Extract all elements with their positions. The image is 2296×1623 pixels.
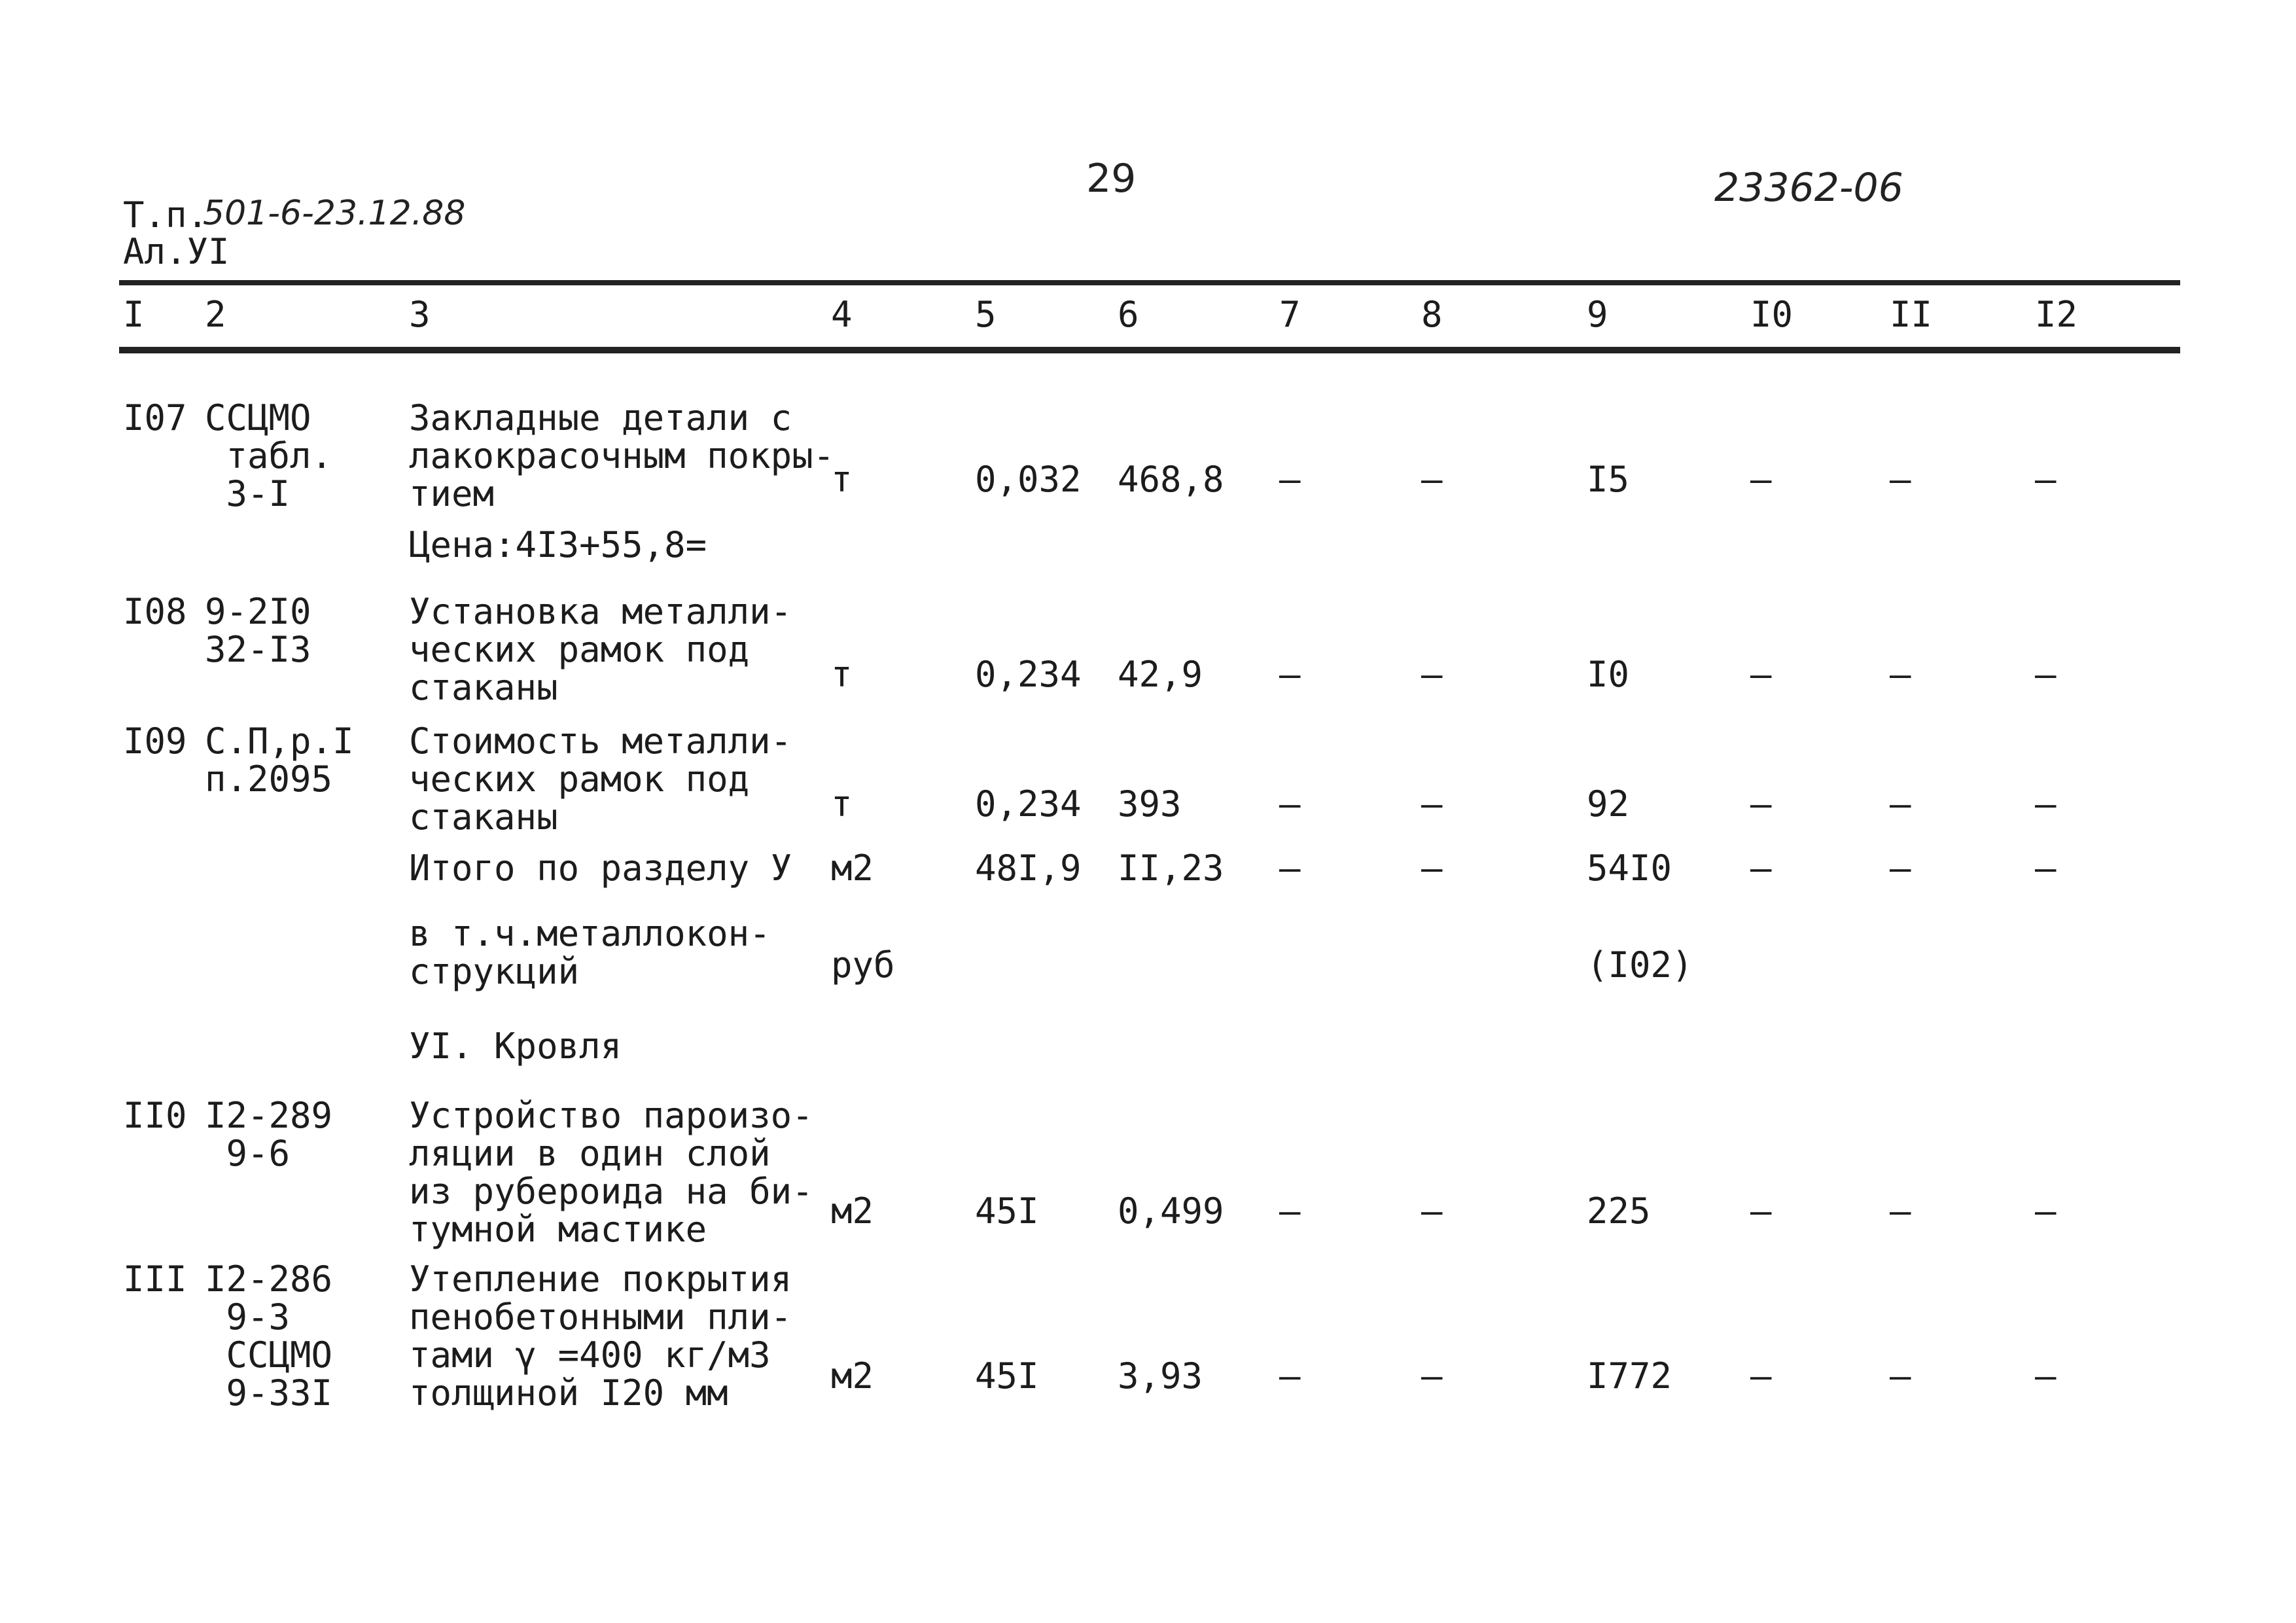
row-col12: – xyxy=(2035,1355,2057,1397)
row-col8: – xyxy=(1421,847,1443,889)
tp-prefix: Т.п. xyxy=(123,194,209,236)
subtotal-detail-label: в т.ч.металлокон- струкций xyxy=(409,913,771,992)
col-header-6: 6 xyxy=(1118,294,1139,335)
col-header-12: I2 xyxy=(2035,294,2078,335)
row-col8: – xyxy=(1421,1355,1443,1397)
row-description: Установка металли- ческих рамок под стаканы xyxy=(409,591,792,708)
row-unit: м2 xyxy=(831,1190,874,1232)
row-col12: – xyxy=(2035,847,2057,889)
row-description: Стоимость металли- ческих рамок под стаканы xyxy=(409,721,792,838)
row-unit: т xyxy=(831,783,853,825)
row-col11: – xyxy=(1890,459,1911,500)
row-number: I08 xyxy=(123,591,187,632)
row-price: 42,9 xyxy=(1118,654,1203,695)
col-header-10: I0 xyxy=(1750,294,1793,335)
row-col9: I772 xyxy=(1587,1355,1672,1397)
row-col9: 225 xyxy=(1587,1190,1651,1232)
row-quantity: 0,234 xyxy=(975,783,1082,825)
row-col11: – xyxy=(1890,847,1911,889)
col-header-3: 3 xyxy=(409,294,431,335)
row-col12: – xyxy=(2035,654,2057,695)
row-col12: – xyxy=(2035,1190,2057,1232)
row-col7: – xyxy=(1279,1355,1301,1397)
row-col10: – xyxy=(1750,783,1772,825)
row-code: 9-2I0 32-I3 xyxy=(205,591,311,670)
row-col11: – xyxy=(1890,1190,1911,1232)
page-number: 29 xyxy=(1086,156,1137,202)
row-code: I2-289 9-6 xyxy=(205,1095,333,1174)
album-label: Ал.УI xyxy=(123,231,230,272)
row-col7: – xyxy=(1279,1190,1301,1232)
row-code: I2-286 9-3 ССЦМО 9-33I xyxy=(205,1258,333,1414)
row-price: 468,8 xyxy=(1118,459,1224,500)
row-description: Закладные детали с лакокрасочным покры- тием xyxy=(409,397,835,514)
row-unit: т xyxy=(831,459,853,500)
row-col9: 54I0 xyxy=(1587,847,1672,889)
section-heading: УI. Кровля xyxy=(409,1026,622,1067)
row-code: С.П,р.I п.2095 xyxy=(205,721,354,800)
row-number: I09 xyxy=(123,721,187,762)
row-unit: руб xyxy=(831,944,895,986)
row-col7: – xyxy=(1279,847,1301,889)
row-col11: – xyxy=(1890,654,1911,695)
row-col10: – xyxy=(1750,654,1772,695)
row-col11: – xyxy=(1890,1355,1911,1397)
row-col7: – xyxy=(1279,654,1301,695)
row-quantity: 0,032 xyxy=(975,459,1082,500)
row-col8: – xyxy=(1421,459,1443,500)
subtotal-label: Итого по разделу У xyxy=(409,847,792,889)
row-price: 3,93 xyxy=(1118,1355,1203,1397)
col-header-1: I xyxy=(123,294,145,335)
doc-code: 23362-06 xyxy=(1714,165,1903,211)
row-price: II,23 xyxy=(1118,847,1224,889)
price-note: Цена:4I3+55,8= xyxy=(409,524,707,565)
row-unit: м2 xyxy=(831,847,874,889)
row-col12: – xyxy=(2035,459,2057,500)
col-header-5: 5 xyxy=(975,294,997,335)
row-col7: – xyxy=(1279,459,1301,500)
row-unit: м2 xyxy=(831,1355,874,1397)
col-header-9: 9 xyxy=(1587,294,1608,335)
header-top-rule xyxy=(119,280,2180,285)
row-col7: – xyxy=(1279,783,1301,825)
row-quantity: 0,234 xyxy=(975,654,1082,695)
row-price: 393 xyxy=(1118,783,1182,825)
row-col8: – xyxy=(1421,1190,1443,1232)
row-col8: – xyxy=(1421,783,1443,825)
row-price: 0,499 xyxy=(1118,1190,1224,1232)
row-number: II0 xyxy=(123,1095,187,1136)
row-description: Утепление покрытия пенобетонными пли- тами γ =400 кг/м3 толщиной I20 мм xyxy=(409,1258,792,1414)
row-description: Устройство пароизо- ляции в один слой из рубероида на би- тумной мастике xyxy=(409,1095,813,1250)
row-col10: – xyxy=(1750,847,1772,889)
col-header-8: 8 xyxy=(1421,294,1443,335)
row-col9: I0 xyxy=(1587,654,1630,695)
row-code: ССЦМО табл. 3-I xyxy=(205,397,333,514)
row-unit: т xyxy=(831,654,853,695)
tp-number: 501-6-23.12.88 xyxy=(203,194,466,233)
row-quantity: 48I,9 xyxy=(975,847,1082,889)
header-bottom-rule xyxy=(119,347,2180,353)
row-number: III xyxy=(123,1258,187,1300)
row-col10: – xyxy=(1750,459,1772,500)
row-col9: 92 xyxy=(1587,783,1630,825)
col-header-7: 7 xyxy=(1279,294,1301,335)
col-header-2: 2 xyxy=(205,294,226,335)
col-header-4: 4 xyxy=(831,294,853,335)
row-col9: (I02) xyxy=(1587,944,1693,986)
row-quantity: 45I xyxy=(975,1190,1039,1232)
row-col11: – xyxy=(1890,783,1911,825)
row-col10: – xyxy=(1750,1355,1772,1397)
row-col9: I5 xyxy=(1587,459,1630,500)
row-col10: – xyxy=(1750,1190,1772,1232)
row-col12: – xyxy=(2035,783,2057,825)
row-quantity: 45I xyxy=(975,1355,1039,1397)
col-header-11: II xyxy=(1890,294,1933,335)
row-number: I07 xyxy=(123,397,187,438)
row-col8: – xyxy=(1421,654,1443,695)
